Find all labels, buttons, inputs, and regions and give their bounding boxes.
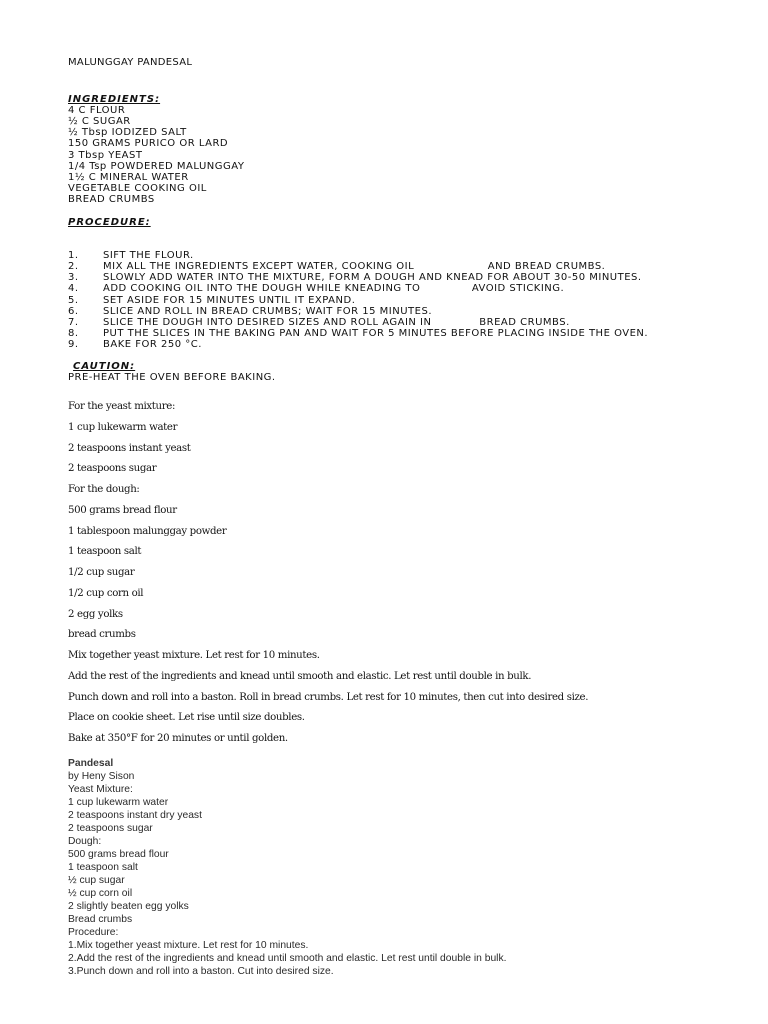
procedure-step [68, 250, 748, 261]
ingredient-item: 3 Tbsp YEAST [68, 149, 143, 161]
recipe-line: For the yeast mixture: [68, 401, 176, 412]
procedure-step [68, 283, 748, 294]
recipe-line: 2.Add the rest of the ingredients and knead until smooth and elastic. Let rest until double in bulk. [68, 953, 507, 964]
step-number: 8. [68, 327, 79, 339]
doc-title: MALUNGGAY PANDESAL [68, 57, 193, 68]
procedure-step [68, 272, 748, 283]
ingredient-item: 1½ C MINERAL WATER [68, 171, 189, 183]
recipe-line: 1/2 cup corn oil [68, 587, 144, 599]
recipe-line: ½ cup corn oil [68, 888, 133, 899]
recipe-line: Punch down and roll into a baston. Roll in bread crumbs. Let rest for 10 minutes, then cut into desired size. [68, 691, 589, 703]
recipe-line: 500 grams bread flour [68, 849, 169, 860]
recipe-line: Bake at 350°F for 20 minutes or until golden. [68, 733, 288, 744]
recipe-line: 1 cup lukewarm water [68, 421, 178, 433]
procedure-step [68, 261, 748, 272]
recipe-line: Bread crumbs [68, 914, 133, 925]
recipe-line: 2 teaspoons instant yeast [68, 442, 191, 454]
step-text: SET ASIDE FOR 15 MINUTES UNTIL IT EXPAND. [103, 294, 356, 306]
ingredient-item: BREAD CRUMBS [68, 193, 155, 205]
recipe-line: ½ cup sugar [68, 875, 125, 886]
recipe-line: 3.Punch down and roll into a baston. Cut into desired size. [68, 966, 334, 977]
recipe-line: 2 egg yolks [68, 608, 123, 620]
recipe-line: 2 teaspoons instant dry yeast [68, 810, 202, 821]
step-text: SLICE THE DOUGH INTO DESIRED SIZES AND ROLL AGAIN IN BREAD CRUMBS. [103, 316, 570, 328]
ingredient-item: VEGETABLE COOKING OIL [68, 182, 207, 194]
step-number: 2. [68, 261, 79, 273]
step-number: 6. [68, 305, 79, 317]
caution-text: PRE-HEAT THE OVEN BEFORE BAKING. [68, 372, 276, 384]
step-text: ADD COOKING OIL INTO THE DOUGH WHILE KNEADING TO AVOID STICKING. [103, 283, 565, 295]
step-text: BAKE FOR 250 °C. [103, 338, 202, 350]
recipe-line: 500 grams bread flour [68, 504, 177, 516]
recipe-line: 1 teaspoon salt [68, 862, 138, 873]
recipe-line: 1 teaspoon salt [68, 546, 142, 558]
step-text: PUT THE SLICES IN THE BAKING PAN AND WAIT FOR 5 MINUTES BEFORE PLACING INSIDE THE OVEN. [103, 327, 649, 339]
recipe-line: 2 teaspoons sugar [68, 823, 153, 834]
step-text: MIX ALL THE INGREDIENTS EXCEPT WATER, COOKING OIL AND BREAD CRUMBS. [103, 261, 606, 273]
recipe-line: Yeast Mixture: [68, 784, 133, 795]
step-text: SLICE AND ROLL IN BREAD CRUMBS; WAIT FOR 15 MINUTES. [103, 305, 433, 317]
recipe-line: Dough: [68, 836, 102, 847]
step-number: 7. [68, 316, 79, 328]
step-number: 4. [68, 283, 79, 295]
recipe-section-3 [68, 757, 758, 978]
recipe-title: Pandesal [68, 758, 114, 769]
ingredient-item: ½ Tbsp IODIZED SALT [68, 127, 187, 139]
recipe-line: 1.Mix together yeast mixture. Let rest for 10 minutes. [68, 940, 309, 951]
recipe-line: Mix together yeast mixture. Let rest for 10 minutes. [68, 650, 320, 661]
recipe-line: 1 cup lukewarm water [68, 797, 169, 808]
recipe-line: 2 slightly beaten egg yolks [68, 901, 189, 912]
procedure-step [68, 328, 748, 339]
recipe-line: For the dough: [68, 484, 140, 495]
procedure-step [68, 306, 748, 317]
ingredient-item: ½ C SUGAR [68, 116, 131, 128]
procedure-step [68, 339, 748, 350]
recipe-section-1 [68, 57, 748, 383]
recipe-line: Place on cookie sheet. Let rise until size doubles. [68, 712, 305, 724]
step-number: 3. [68, 272, 79, 284]
recipe-line: bread crumbs [68, 629, 136, 641]
step-text: SLOWLY ADD WATER INTO THE MIXTURE, FORM A DOUGH AND KNEAD FOR ABOUT 30-50 MINUTES. [103, 272, 642, 284]
step-text: SIFT THE FLOUR. [103, 250, 194, 262]
ingredients-heading: INGREDIENTS: [68, 94, 161, 106]
caution-heading: CAUTION: [73, 360, 136, 372]
procedure-step [68, 317, 748, 328]
recipe-line: Procedure: [68, 927, 119, 938]
ingredient-item: 1/4 Tsp POWDERED MALUNGGAY [68, 160, 245, 172]
recipe-section-2 [68, 400, 758, 753]
recipe-line: 2 teaspoons sugar [68, 463, 157, 475]
step-number: 9. [68, 338, 79, 350]
ingredient-item: 4 C FLOUR [68, 105, 126, 117]
step-number: 1. [68, 250, 79, 262]
procedure-step [68, 295, 748, 306]
step-number: 5. [68, 294, 79, 306]
recipe-line: 1 tablespoon malunggay powder [68, 525, 227, 537]
recipe-line: 1/2 cup sugar [68, 567, 135, 578]
procedure-steps [68, 250, 748, 350]
procedure-heading: PROCEDURE: [68, 217, 151, 229]
ingredient-item: 150 GRAMS PURICO OR LARD [68, 138, 229, 150]
recipe-line: Add the rest of the ingredients and knead until smooth and elastic. Let rest until double in bulk. [68, 670, 532, 682]
ingredients-list [68, 105, 748, 205]
recipe-line: by Heny Sison [68, 771, 135, 782]
